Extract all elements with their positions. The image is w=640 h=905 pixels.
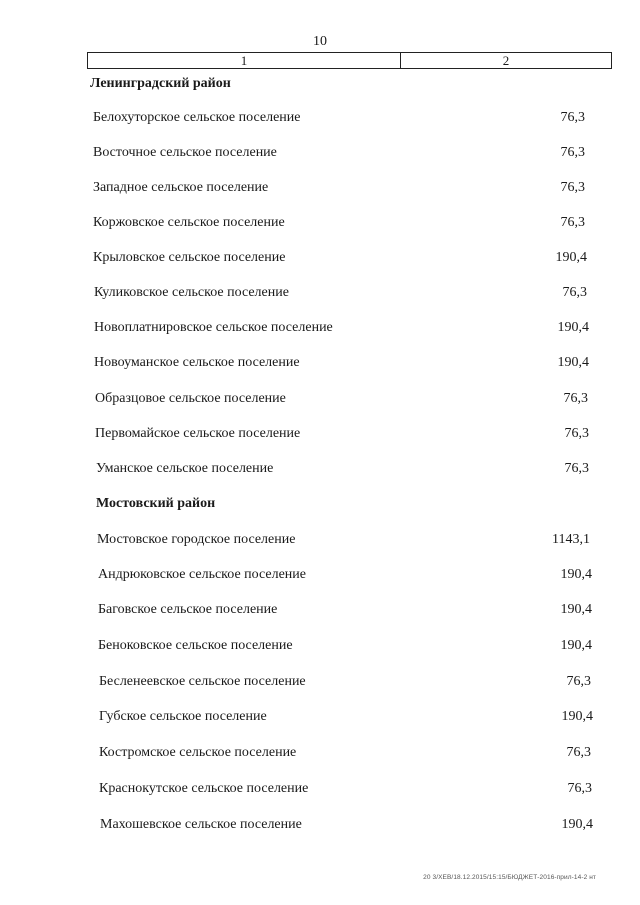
settlement-name: Мостовское городское поселение xyxy=(97,532,296,547)
table-row xyxy=(93,108,585,128)
settlement-name: Краснокутское сельское поселение xyxy=(99,781,309,796)
settlement-name: Бесленеевское сельское поселение xyxy=(99,674,306,689)
settlement-name: Образцовое сельское поселение xyxy=(95,391,286,406)
settlement-value: 76,3 xyxy=(560,110,585,125)
settlement-name: Белохуторское сельское поселение xyxy=(93,110,301,125)
table-row xyxy=(95,424,589,444)
table-row xyxy=(98,600,592,620)
settlement-name: Восточное сельское поселение xyxy=(93,145,277,160)
settlement-value: 76,3 xyxy=(560,180,585,195)
settlement-value: 190,4 xyxy=(557,355,589,370)
table-row xyxy=(96,459,589,479)
table-header xyxy=(87,52,612,69)
table-row xyxy=(93,143,585,163)
settlement-name: Губское сельское поселение xyxy=(99,709,267,724)
table-row xyxy=(93,178,585,198)
settlement-value: 1143,1 xyxy=(552,532,590,547)
table-row xyxy=(94,318,589,338)
settlement-name: Андрюковское сельское поселение xyxy=(98,567,306,582)
district-heading: Мостовский район xyxy=(96,496,216,511)
settlement-name: Костромское сельское поселение xyxy=(99,745,297,760)
settlement-name: Новоуманское сельское поселение xyxy=(94,355,300,370)
table-row xyxy=(94,283,587,303)
table-row xyxy=(99,672,591,692)
settlement-value: 190,4 xyxy=(555,250,587,265)
settlement-value: 76,3 xyxy=(566,745,591,760)
settlement-value: 76,3 xyxy=(562,285,587,300)
settlement-value: 190,4 xyxy=(561,817,593,832)
settlement-value: 76,3 xyxy=(567,781,592,796)
page-number: 10 xyxy=(313,34,327,49)
settlement-name: Уманское сельское поселение xyxy=(96,461,274,476)
district-heading: Ленинградский район xyxy=(90,76,231,91)
settlement-value: 190,4 xyxy=(557,320,589,335)
table-row xyxy=(97,530,590,550)
settlement-name: Первомайское сельское поселение xyxy=(95,426,301,441)
settlement-name: Западное сельское поселение xyxy=(93,180,269,195)
table-row xyxy=(93,213,585,233)
settlement-value: 190,4 xyxy=(560,638,592,653)
column-header-2: 2 xyxy=(502,52,510,68)
settlement-name: Крыловское сельское поселение xyxy=(93,250,286,265)
settlement-name: Беноковское сельское поселение xyxy=(98,638,293,653)
settlement-value: 76,3 xyxy=(564,426,589,441)
settlement-value: 76,3 xyxy=(560,145,585,160)
settlement-value: 190,4 xyxy=(561,709,593,724)
settlement-name: Махошевское сельское поселение xyxy=(100,817,302,832)
settlement-value: 76,3 xyxy=(563,391,588,406)
settlement-value: 76,3 xyxy=(560,215,585,230)
table-row xyxy=(94,353,589,373)
settlement-value: 190,4 xyxy=(560,602,592,617)
settlement-value: 76,3 xyxy=(564,461,589,476)
settlement-value: 76,3 xyxy=(566,674,591,689)
table-row xyxy=(93,248,587,268)
settlement-name: Баговское сельское поселение xyxy=(98,602,278,617)
table-row xyxy=(99,779,592,799)
settlement-name: Коржовское сельское поселение xyxy=(93,215,285,230)
table-row xyxy=(98,636,592,656)
settlement-value: 190,4 xyxy=(560,567,592,582)
table-row xyxy=(98,565,592,585)
column-header-1: 1 xyxy=(88,53,401,68)
table-row xyxy=(99,743,591,763)
document-footer-code: 20 3/ХЕВ/18.12.2015/15:15/БЮДЖЕТ-2016-прил-14-2 нт xyxy=(423,874,596,881)
table-row xyxy=(100,815,593,835)
table-row xyxy=(99,707,593,727)
settlement-name: Новоплатнировское сельское поселение xyxy=(94,320,333,335)
settlement-name: Куликовское сельское поселение xyxy=(94,285,289,300)
table-row xyxy=(95,389,588,409)
